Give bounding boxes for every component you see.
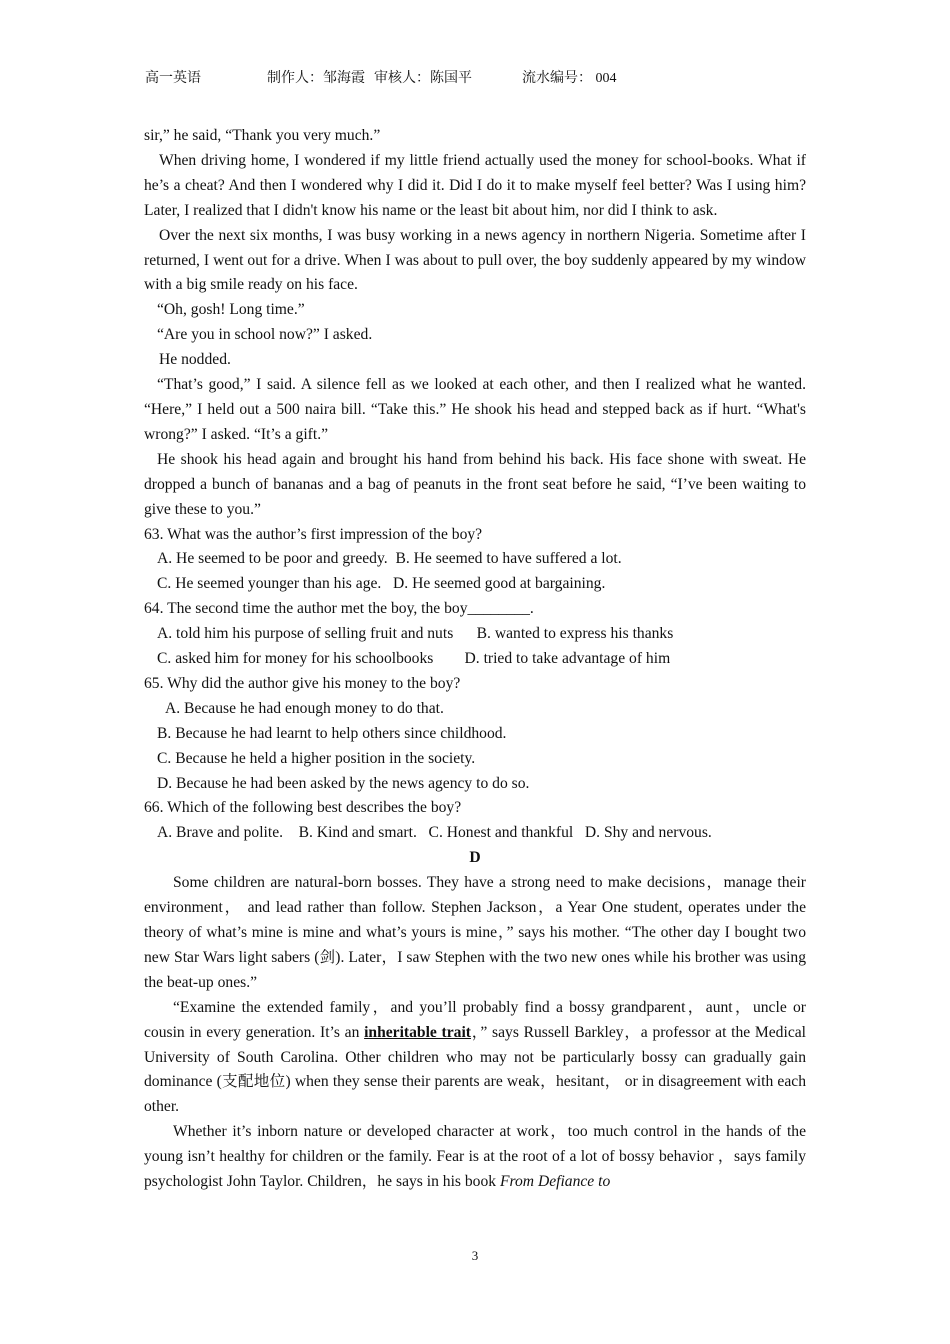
header-reviewer: 审核人：陈国平 — [374, 71, 472, 86]
question-63-options: A. He seemed to be poor and greedy. B. He seemed to have suffered a lot. — [157, 550, 622, 568]
paragraph-text: “Examine the extended family，and you’ll probably find a bossy grandparent，aunt，uncle or cousin in every generation. It’s an — [144, 998, 806, 1041]
passage-c-paragraph: sir,” he said, “Thank you very much.” — [144, 127, 381, 144]
page-number: 3 — [471, 1248, 479, 1263]
header-maker: 制作人：邹海霞 — [267, 71, 365, 86]
header-serial: 流水编号： 004 — [522, 71, 617, 86]
passage-d-paragraph — [144, 1120, 806, 1195]
question-64-options: A. told him his purpose of selling fruit and nuts B. wanted to express his thanks — [157, 625, 674, 643]
question-65-option-a: A. Because he had enough money to do that. — [165, 699, 444, 717]
document-body — [144, 124, 806, 1195]
passage-c-paragraph: When driving home, I wondered if my little friend actually used the money for school-books. What if he’s a cheat? And then I wondered why I did it. Did I do it to make myself feel better? Was I using him? Later, I realized that I didn't know his name or the least bit about him, nor did I think to ask. — [144, 151, 806, 219]
passage-d-paragraph — [144, 996, 806, 1121]
question-64: 64. The second time the author met the boy, the boy________. — [144, 600, 534, 618]
paragraph-text: Whether it’s inborn nature or developed character at work，too much control in the hands of the young isn’t healthy for children or the family. Fear is at the root of a lot of bossy behavior ，says family psychologist John Taylor. Children，he says in his book — [144, 1123, 806, 1191]
question-64-options: C. asked him for money for his schoolbooks D. tried to take advantage of him — [157, 650, 671, 668]
passage-c-dialogue: “Oh, gosh! Long time.” — [157, 301, 305, 319]
question-63-options: C. He seemed younger than his age. D. He seemed good at bargaining. — [157, 575, 606, 593]
question-63: 63. What was the author’s first impression of the boy? — [144, 525, 483, 543]
question-65: 65. Why did the author give his money to the boy? — [144, 674, 461, 692]
passage-c-paragraph: “That’s good,” I said. A silence fell as we looked at each other, and then I realized what he wanted. “Here,” I held out a 500 naira bill. “Take this.” He shook his head and stepped back as if hurt. “What's wrong?” I asked. “It’s a gift.” — [144, 376, 806, 443]
passage-d-paragraph: Some children are natural-born bosses. They have a strong need to make decisions，manage their environment， and lead rather than follow. Stephen Jackson，a Year One student, operates under the theory of what’s mine is mine and what’s yours is mine，” says his mother. “The other day I bought two new Star Wars light sabers (剑). Later，I saw Stephen with the two new ones while his brother was using the beat-up ones.” — [144, 874, 806, 991]
question-65-option-c: C. Because he held a higher position in the society. — [157, 749, 476, 767]
passage-c-paragraph: Over the next six months, I was busy working in a news agency in northern Nigeria. Sometime after I returned, I went out for a drive. When I was about to pull over, the boy suddenly appeared by my window with a big smile ready on his face. — [144, 226, 806, 294]
passage-d-heading: D — [469, 849, 481, 867]
passage-c-paragraph: He shook his head again and brought his hand from behind his back. His face shone with sweat. He dropped a bunch of bananas and a bag of peanuts in the front seat before he said, “I’ve been waiting to give these to you.” — [144, 450, 806, 518]
book-title: From Defiance to — [499, 1173, 611, 1191]
passage-c-dialogue: He nodded. — [159, 351, 231, 369]
question-66: 66. Which of the following best describes the boy? — [144, 799, 462, 817]
question-66-options: A. Brave and polite. B. Kind and smart. C. Honest and thankful D. Shy and nervous. — [157, 824, 712, 842]
passage-c-dialogue: “Are you in school now?” I asked. — [157, 326, 373, 344]
header-subject: 高一英语 — [145, 71, 201, 86]
question-65-option-d: D. Because he had been asked by the news agency to do so. — [157, 774, 530, 792]
inheritable-trait-term: inheritable trait — [364, 1023, 471, 1041]
paragraph-text: ，” says Russell Barkley，a professor at the Medical University of South Carolina. Other children who may not be particularly bossy can gradually gain dominance (支配地位) when they sense their parents are weak，hesitant， or in disagreement with each other. — [144, 1023, 806, 1116]
question-65-option-b: B. Because he had learnt to help others since childhood. — [157, 724, 507, 742]
page-header — [145, 67, 617, 87]
